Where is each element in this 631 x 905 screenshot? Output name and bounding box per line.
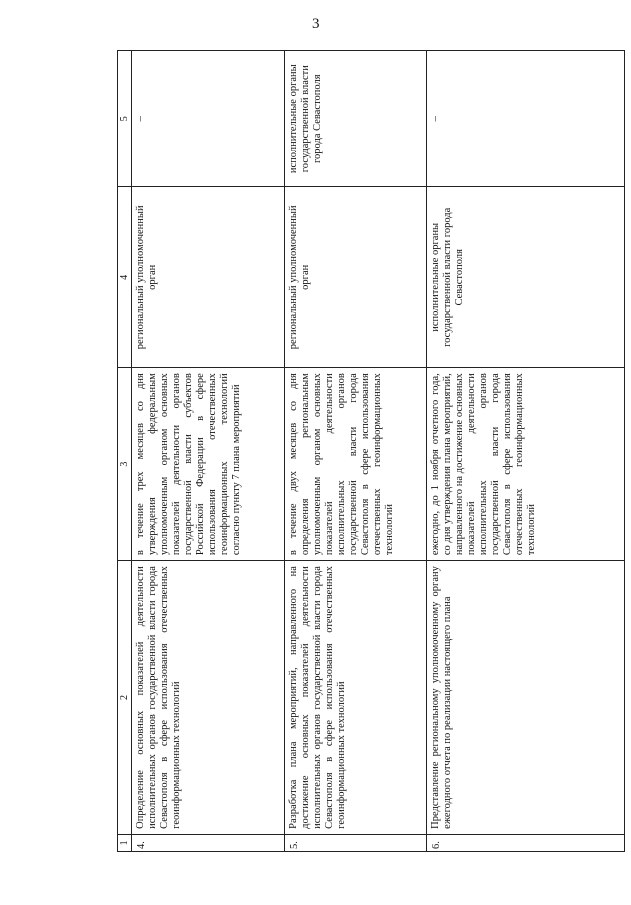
task-cell: Разработка плана мероприятий, направленного на достижение основных показателей деятельности исполнительных органов государственной власти города Севастополя в сфере использования отечественных геоинформационных технологий bbox=[285, 561, 427, 835]
column-header-4: 4 bbox=[118, 187, 132, 368]
page-number: 3 bbox=[312, 16, 320, 32]
plan-table bbox=[117, 50, 625, 852]
participants-cell: – bbox=[132, 51, 285, 187]
task-cell: Представление региональному уполномоченному органу ежегодного отчета по реализации настоящего плана bbox=[427, 561, 625, 835]
table-header-row bbox=[118, 51, 132, 852]
column-header-2: 2 bbox=[118, 561, 132, 835]
column-header-5: 5 bbox=[118, 51, 132, 187]
table-row bbox=[427, 51, 625, 852]
row-number: 6. bbox=[427, 834, 625, 851]
table-row bbox=[285, 51, 427, 852]
column-header-1: 1 bbox=[118, 834, 132, 851]
rotated-table-container bbox=[117, 50, 613, 852]
table-row bbox=[132, 51, 285, 852]
participants-cell: исполнительные органы государственной власти города Севастополя bbox=[285, 51, 427, 187]
deadline-cell: в течение трех месяцев со дня утверждения федеральным уполномоченным органом основных показателей деятельности органов государственной власти субъектов Российской Федерации в сфере использования отечественных геоинформационных технологий согласно пункту 7 плана мероприятий bbox=[132, 368, 285, 561]
deadline-cell: ежегодно, до 1 ноября отчетного года, со дня утверждения плана мероприятий, направленного на достижение основных показателей деятельности исполнительных органов государственной власти города Севастополя в сфере использования отечественных геоинформационных технологий bbox=[427, 368, 625, 561]
task-cell: Определение основных показателей деятельности исполнительных органов государственной власти города Севастополя в сфере использования отечественных геоинформационных технологий bbox=[132, 561, 285, 835]
responsible-cell: исполнительные органы государственной власти города Севастополя bbox=[427, 187, 625, 368]
column-header-3: 3 bbox=[118, 368, 132, 561]
row-number: 4. bbox=[132, 834, 285, 851]
row-number: 5. bbox=[285, 834, 427, 851]
deadline-cell: в течение двух месяцев со дня определения региональным уполномоченным органом основных показателей деятельности исполнительных органов государственной власти города Севастополя в сфере использования отечественных геоинформационных технологий bbox=[285, 368, 427, 561]
responsible-cell: региональный уполномоченный орган bbox=[132, 187, 285, 368]
responsible-cell: региональный уполномоченный орган bbox=[285, 187, 427, 368]
participants-cell: – bbox=[427, 51, 625, 187]
